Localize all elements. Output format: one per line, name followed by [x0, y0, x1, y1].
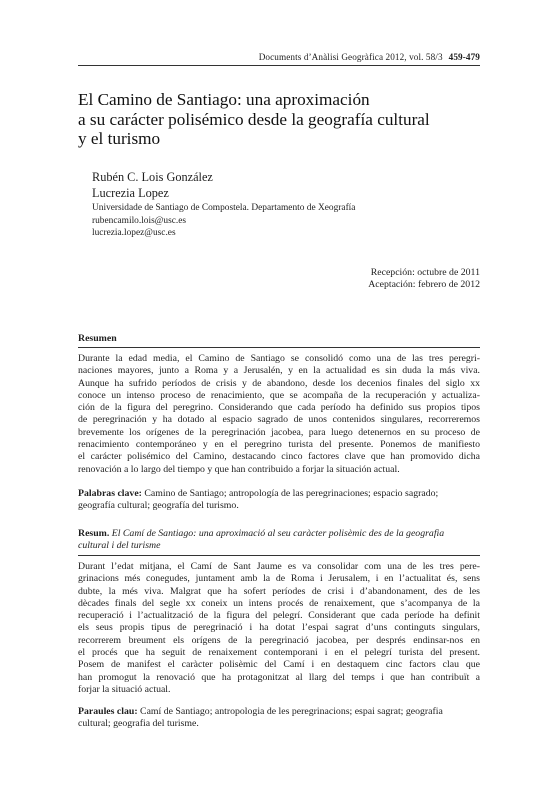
section-rule — [78, 347, 480, 348]
abstract-line: el carácter polisémico del Camino, destacando cinco factores clave que han promovido dicha — [78, 451, 480, 463]
affiliation: Universidade de Santiago de Compostela. Departamento de Xeografía — [92, 203, 356, 213]
author-email[interactable]: lucrezia.lopez@usc.es — [92, 228, 176, 239]
received-date: Recepción: octubre de 2011 — [370, 267, 480, 278]
abstract-line: els seus propis tipus de peregrinació i ha dotat l’espai sagrat d’uns continguts singulars, — [78, 622, 480, 634]
resumen-abstract — [78, 353, 480, 476]
abstract-line: recuperació i l’actualització de la figura del pelegrí. Considerant que cada període ha definit — [78, 610, 480, 622]
keywords-text: Camino de Santiago; antropología de las peregrinaciones; espacio sagrado; — [141, 488, 439, 499]
header-rule — [78, 65, 480, 66]
resum-heading — [78, 528, 480, 553]
affiliation-block — [92, 202, 355, 240]
accepted-date: Aceptación: febrero de 2012 — [368, 279, 480, 291]
abstract-line: el procés que ha seguit de renaixement contemporani i en el pelegrí turista del present. — [78, 647, 480, 659]
running-header — [259, 52, 480, 62]
abstract-line: de peregrinación y ha dotado al espacio sagrado de unos contenidos singulares, recorreremos — [78, 414, 480, 426]
abstract-line: han promogut la renovació que ha protagonitzat al llarg del temps i que han contribuït a — [78, 671, 480, 683]
section-rule — [78, 555, 480, 556]
article-title — [78, 90, 480, 149]
title-line: a su carácter polisémico desde la geografía cultural — [78, 109, 430, 129]
abstract-line: conoce un intenso proceso de renacimiento, que se acompaña de la recuperación y actualiza- — [78, 389, 480, 401]
author-name: Rubén C. Lois González — [92, 170, 213, 184]
abstract-line: Durante la edad media, el Camino de Santiago se consolidó como una de las tres peregri- — [78, 353, 480, 364]
abstract-line: renovación a lo largo del tiempo y que han contribuido a forjar la situación actual. — [78, 463, 400, 475]
abstract-line: Durant l’edat mitjana, el Camí de Sant Jaume es va consolidar com una de les tres pere- — [78, 561, 480, 572]
abstract-line: Posem de manifest el caràcter polisèmic del Camí i en destaquem cinc factors clau que — [78, 659, 480, 671]
resum-title: El Camí de Santiago: una aproximació al seu caràcter polisèmic des de la geografia — [109, 528, 445, 539]
page-range: 459-479 — [448, 52, 480, 62]
resum-keywords — [78, 706, 480, 731]
resum-title: cultural i del turisme — [78, 540, 161, 552]
abstract-line: dècades finals del segle xx coneix un intens procés de renaixement, que s’acompanya de la — [78, 597, 480, 609]
keywords-text: cultural; geografia del turisme. — [78, 718, 199, 730]
resum-abstract — [78, 561, 480, 696]
abstract-line: naciones mayores, junto a Roma y a Jerusalén, y en la actualidad es sin duda la más viva. — [78, 365, 480, 377]
keywords-label: Palabras clave: — [78, 488, 142, 499]
abstract-line: grinacions més conegudes, juntament amb la de Roma i Jerusalem, i en l’actualitat és, sens — [78, 573, 480, 585]
author-name: Lucrezia Lopez — [92, 185, 169, 200]
abstract-line: recorrerem breument els orígens de la peregrinació jacobea, per després endinsar-nos en — [78, 634, 480, 646]
title-line: y el turismo — [78, 129, 161, 149]
resum-label: Resum. — [78, 528, 110, 539]
keywords-label: Paraules clau: — [78, 706, 138, 717]
keywords-text: Camí de Santiago; antropologia de les peregrinacions; espai sagrat; geografia — [137, 706, 443, 717]
resumen-heading: Resumen — [78, 333, 117, 344]
abstract-line: forjar la situació actual. — [78, 683, 171, 695]
title-line: El Camino de Santiago: una aproximación — [78, 90, 370, 109]
abstract-line: dubte, la més viva. Malgrat que ha sofert períodes de crisi i d’abandonament, des de les — [78, 585, 480, 597]
submission-dates — [368, 267, 480, 291]
abstract-line: ción de la figura del peregrino. Considerando que cada período ha definido sus propios tipos — [78, 402, 480, 414]
keywords-text: geografía cultural; geografía del turismo. — [78, 500, 239, 512]
author-email[interactable]: rubencamilo.lois@usc.es — [92, 215, 187, 226]
abstract-line: renacimiento contemporáneo y en el peregrino turista del presente. Ponemos de manifiesto — [78, 439, 480, 451]
journal-citation: Documents d’Anàlisi Geogràfica 2012, vol. 58/3 — [258, 52, 443, 62]
abstract-line: brevemente los orígenes de la peregrinación jacobea, para luego detenernos en su proceso de — [78, 426, 480, 438]
author-list — [92, 170, 213, 201]
abstract-line: Aunque ha sufrido períodos de crisis y de abandono, desde los decenios finales del siglo xx — [78, 377, 480, 389]
resumen-keywords — [78, 488, 480, 513]
